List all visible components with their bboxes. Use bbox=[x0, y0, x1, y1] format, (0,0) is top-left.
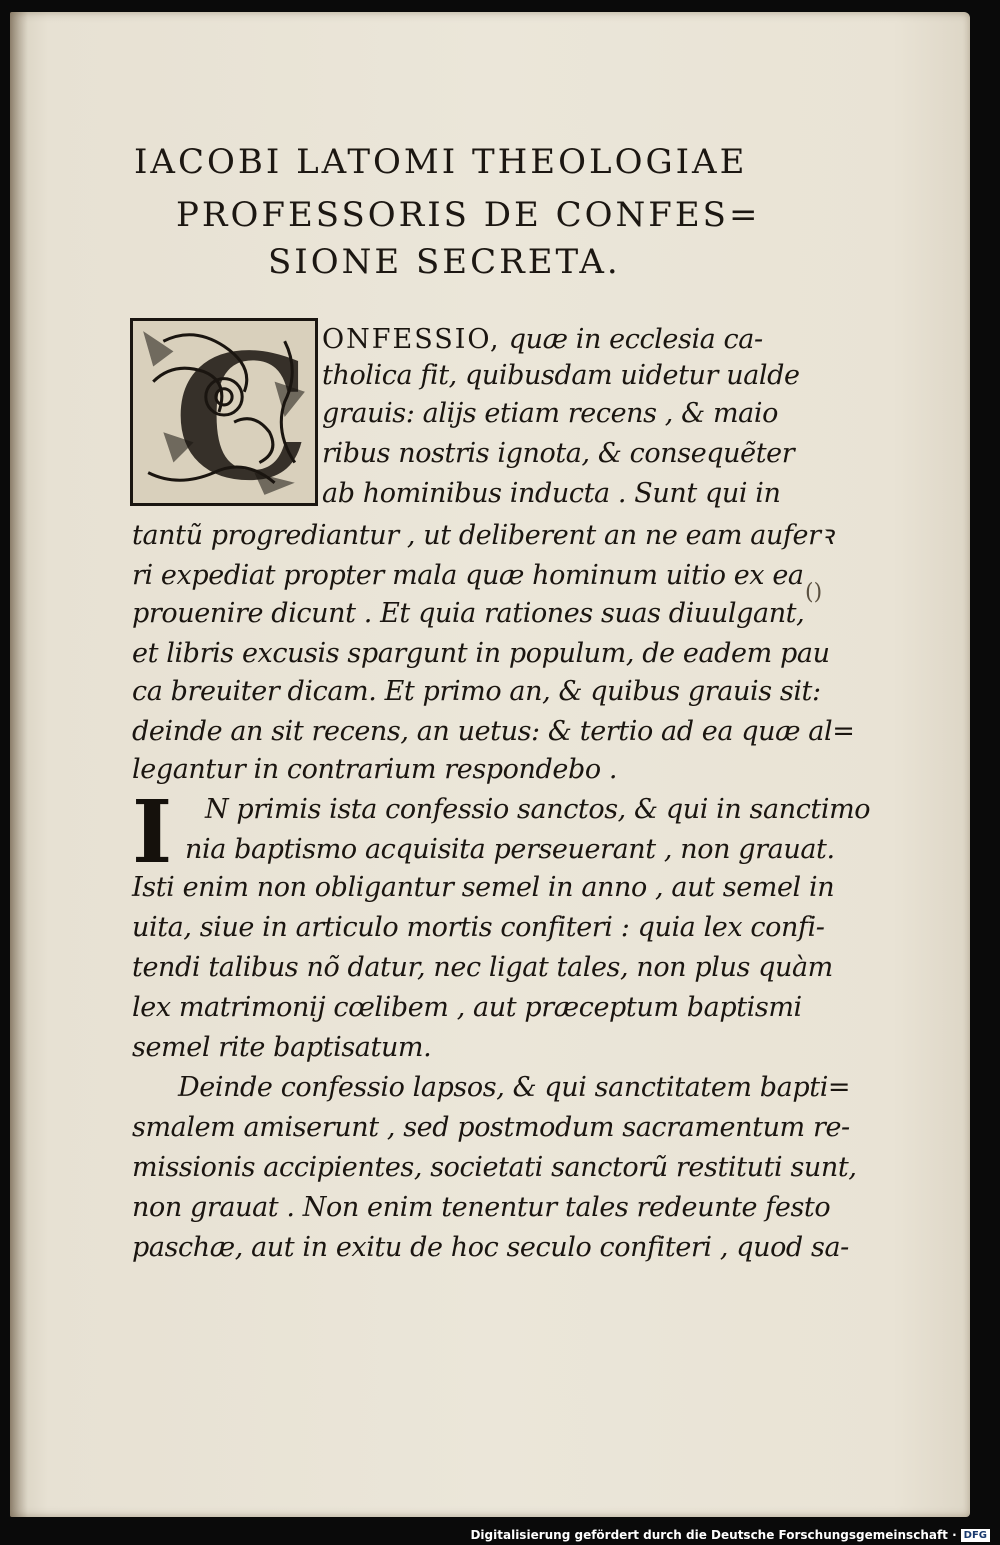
text-line: et libris excusis spargunt in populum, de eadem pau bbox=[132, 638, 830, 669]
text-line: nia baptismo acquisita perseuerant , non grauat. bbox=[185, 834, 835, 865]
text-line: N primis ista confessio sanctos, & qui in sanctimo bbox=[205, 794, 871, 825]
text-line: Isti enim non obligantur semel in anno , aut semel in bbox=[132, 872, 835, 903]
text-line: semel rite baptisatum. bbox=[132, 1032, 432, 1063]
text-line: lex matrimonij cœlibem , aut præceptum baptismi bbox=[132, 992, 802, 1023]
text-line: missionis accipientes, societati sanctorũ restituti sunt, bbox=[132, 1152, 857, 1183]
margin-mark: () bbox=[805, 580, 823, 605]
footer-text: Digitalisierung gefördert durch die Deutsche Forschungsgemeinschaft · bbox=[470, 1528, 957, 1542]
text-line: ri expediat propter mala quæ hominum uitio ex ea bbox=[132, 560, 804, 591]
page-gutter-shadow bbox=[10, 12, 28, 1517]
text-line: deinde an sit recens, an uetus: & tertio ad ea quæ al= bbox=[132, 716, 855, 747]
text-line: legantur in contrarium respondebo . bbox=[132, 754, 618, 785]
text-line: grauis: alijs etiam recens , & maio bbox=[322, 398, 778, 429]
lead-word: ONFESSIO, bbox=[322, 324, 501, 355]
dfg-logo-icon: DFG bbox=[961, 1529, 990, 1542]
text-line: paschæ, aut in exitu de hoc seculo confiteri , quod sa- bbox=[132, 1232, 849, 1263]
initial-letter: C bbox=[173, 321, 311, 503]
decorated-initial-c bbox=[130, 318, 318, 506]
text-line: ab hominibus inducta . Sunt qui in bbox=[322, 478, 781, 509]
text-line: ca breuiter dicam. Et primo an, & quibus grauis sit: bbox=[132, 676, 821, 707]
title-line-3: SIONE SECRETA. bbox=[268, 242, 621, 282]
text-line: prouenire dicunt . Et quia rationes suas diuulgant, bbox=[132, 598, 805, 629]
title-line-2: PROFESSORIS DE CONFES= bbox=[176, 195, 761, 235]
text-line: tholica fit, quibusdam uidetur ualde bbox=[322, 360, 800, 391]
title-line-1: IACOBI LATOMI THEOLOGIAE bbox=[134, 142, 748, 182]
text-line: ribus nostris ignota, & consequẽter bbox=[322, 438, 795, 469]
text-line: non grauat . Non enim tenentur tales redeunte festo bbox=[132, 1192, 831, 1223]
text-line bbox=[322, 322, 763, 358]
line-rest: quæ in ecclesia ca- bbox=[500, 324, 763, 355]
text-line: tantũ progrediantur , ut deliberent an ne eam auferꝛ bbox=[132, 520, 834, 551]
text-line: smalem amiserunt , sed postmodum sacramentum re- bbox=[132, 1112, 850, 1143]
text-line: uita, siue in articulo mortis confiteri : quia lex confi- bbox=[132, 912, 825, 943]
ornamental-initial-icon bbox=[133, 321, 315, 503]
text-line: Deinde confessio lapsos, & qui sanctitatem bapti= bbox=[178, 1072, 851, 1103]
digitization-footer bbox=[470, 1528, 990, 1542]
text-line: tendi talibus nõ datur, nec ligat tales, non plus quàm bbox=[132, 952, 833, 983]
initial-letter-i: I bbox=[132, 782, 173, 883]
